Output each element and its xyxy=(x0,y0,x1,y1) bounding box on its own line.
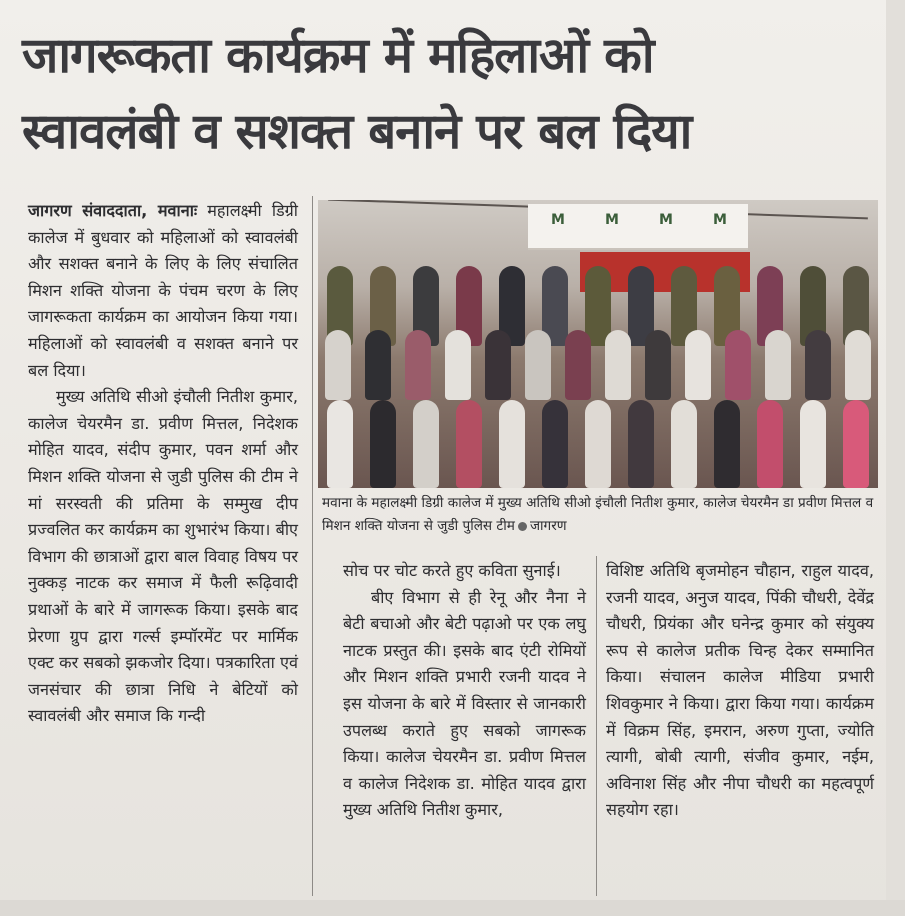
article-paragraph: सोच पर चोट करते हुए कविता सुनाई। xyxy=(343,561,561,580)
caption-credit: जागरण xyxy=(529,518,567,534)
headline-line-1: जागरूकता कार्यक्रम में महिलाओं को xyxy=(22,27,654,84)
college-logo: M xyxy=(605,212,619,228)
photo-people-row xyxy=(318,330,878,400)
byline: जागरण संवाददाता, मवानाः xyxy=(28,201,198,220)
photo-caption xyxy=(322,492,882,538)
college-logo: M xyxy=(551,212,565,228)
headline xyxy=(22,18,882,170)
column-divider-right xyxy=(596,556,597,896)
event-photo xyxy=(318,200,878,488)
article-paragraph: बीए विभाग से ही रेनू और नैना ने बेटी बचाओ और बेटी पढ़ाओ पर एक लघु नाटक प्रस्तुत की। इसके बाद एंटी रोमियों और मिशन शक्ति प्रभारी रजनी यादव ने इस योजना के बारे में विस्तार से जानकारी उपलब्ध कराते हुए सबको जागरूक किया। कालेज चेयरमैन डा. प्रवीण मित्तल व कालेज निदेशक डा. मोहित यादव द्वारा मुख्य अतिथि नितीश कुमार, xyxy=(343,587,586,820)
adjacent-article-edge xyxy=(886,0,905,916)
article-column-right xyxy=(606,558,874,824)
headline-line-2: स्वावलंबी व सशक्त बनाने पर बल दिया xyxy=(22,103,692,160)
caption-dot-icon xyxy=(518,522,527,531)
caption-text: मवाना के महालक्ष्मी डिग्री कालेज में मुख्य अतिथि सीओ इंचौली नितीश कुमार, कालेज चेयरमैन डा प्रवीण मित्तल व मिशन शक्ति योजना से जुडी पुलिस टीम xyxy=(322,495,874,534)
column-divider-left xyxy=(312,196,313,896)
article-paragraph: मुख्य अतिथि सीओ इंचौली नितीश कुमार, कालेज चेयरमैन डा. प्रवीण मित्तल, निदेशक मोहित यादव, संदीप कुमार, पवन शर्मा और मिशन शक्ति योजना से जुडी पुलिस की टीम ने मां सरस्वती की प्रतिमा के सम्मुख दीप प्रज्वलित कर कार्यक्रम का शुभारंभ किया। बीए विभाग की छात्राओं द्वारा बाल विवाह विषय पर नुक्कड़ नाटक कर समाज में फैली रूढ़िवादी प्रथाओं के बारे में जागरूक किया। इसके बाद प्रेरणा ग्रुप द्वारा गर्ल्स इम्पॉरमेंट पर मार्मिक एक्ट कर सबको झकजोर दिया। पत्रकारिता एवं जनसंचार की छात्रा निधि ने बेटियों को स्वावलंबी और समाज कि गन्दी xyxy=(28,387,298,726)
college-logo: M xyxy=(713,212,727,228)
photo-banner xyxy=(528,204,748,250)
college-logo: M xyxy=(659,212,673,228)
photo-people-row xyxy=(318,400,878,488)
article-column-middle xyxy=(343,558,586,824)
page-bottom-strip xyxy=(0,900,905,916)
article-column-left xyxy=(28,198,298,730)
article-paragraph: महालक्ष्मी डिग्री कालेज में बुधवार को महिलाओं को स्वावलंबी और सशक्त बनाने के लिए के लिए संचालित मिशन शक्ति योजना के पंचम चरण के लिए जागरूकता कार्यक्रम का आयोजन किया गया। महिलाओं को स्वावलंबी व सशक्त बनाने पर बल दिया। xyxy=(28,201,298,380)
article-paragraph: विशिष्ट अतिथि बृजमोहन चौहान, राहुल यादव, रजनी यादव, अनुज यादव, पिंकी चौधरी, देवेंद्र चौधरी, प्रियंका और घनेन्द्र कुमार को संयुक्य रूप से कालेज प्रतीक चिन्ह देकर सम्मानित किया। संचालन कालेज मीडिया प्रभारी शिवकुमार ने किया। द्वारा किया गया। कार्यक्रम में विक्रम सिंह, इमरान, अरुण गुप्ता, ज्योति त्यागी, बोबी त्यागी, संजीव कुमार, नईम, अविनाश सिंह और नीपा चौधरी का महत्वपूर्ण सहयोग रहा। xyxy=(606,561,874,820)
